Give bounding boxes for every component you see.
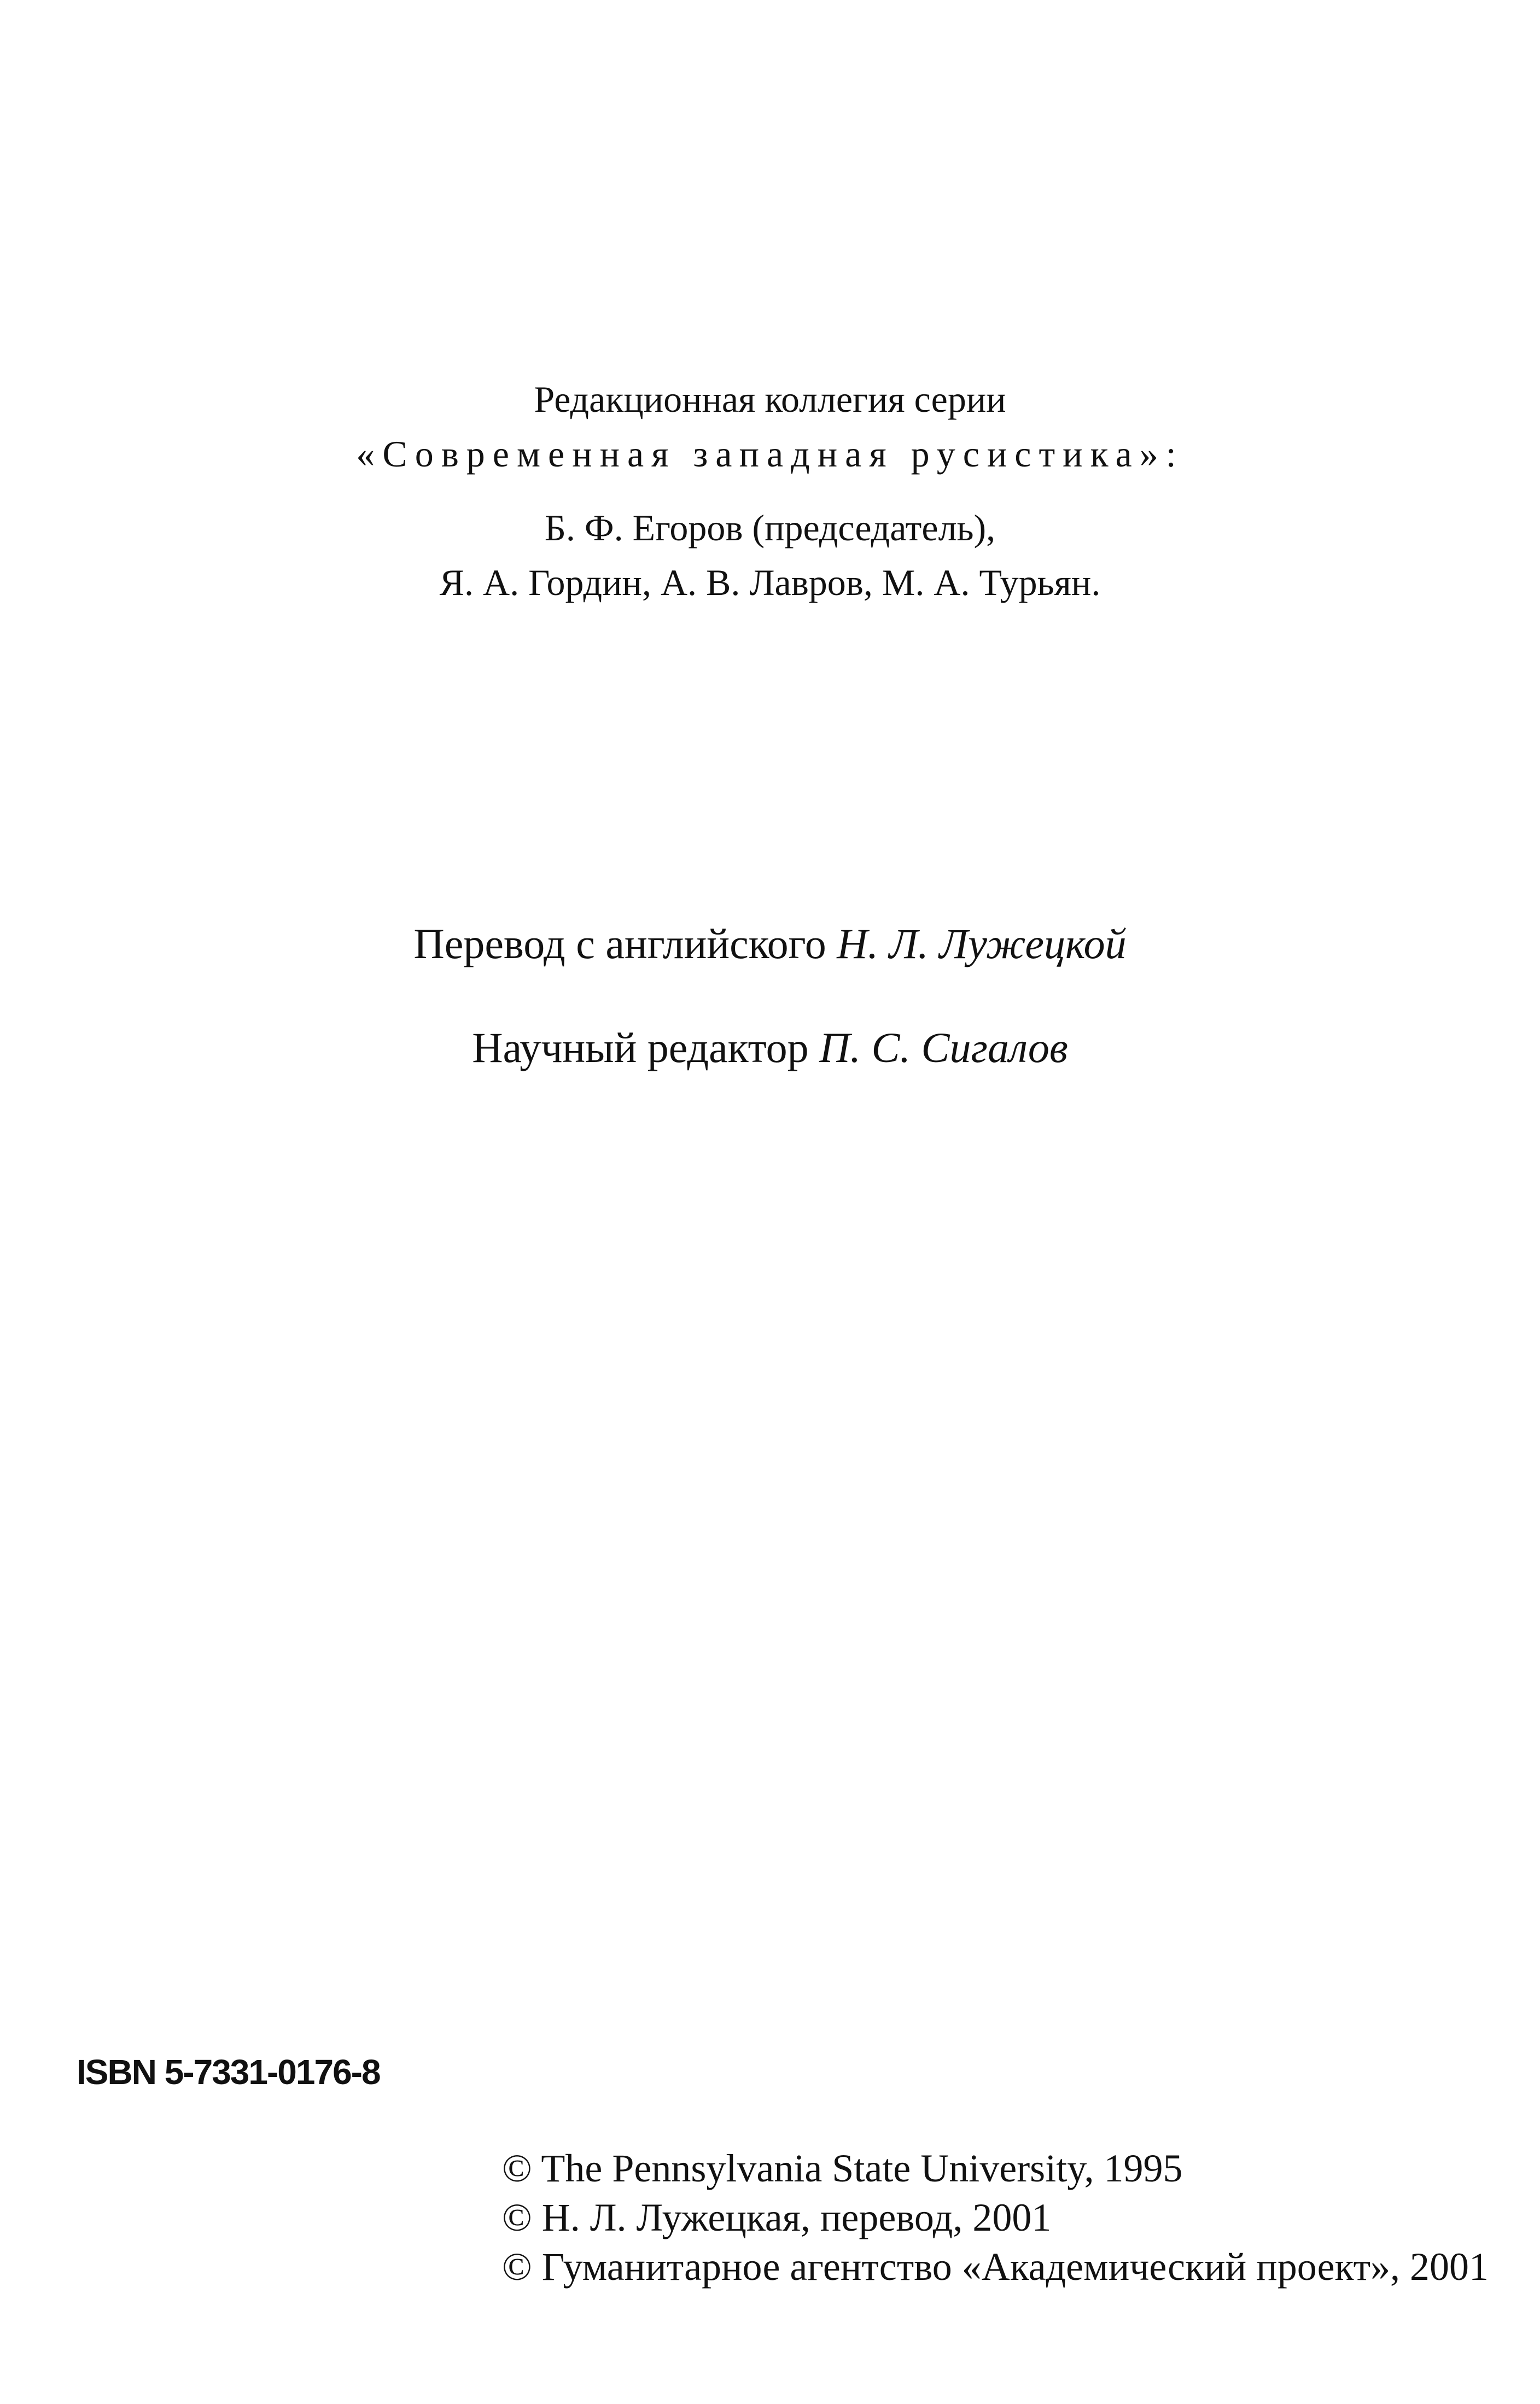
- copyright-line: © Н. Л. Лужецкая, перевод, 2001: [502, 2196, 1052, 2239]
- translation-label: Перевод с английского: [413, 920, 826, 967]
- scientific-editor-label: Научный редактор: [472, 1024, 809, 1071]
- isbn: ISBN 5-7331-0176-8: [77, 2052, 380, 2092]
- series-title: «Современная западная русистика»:: [356, 433, 1184, 475]
- editorial-board-members-line-2: Я. А. Гордин, А. В. Лавров, М. А. Турьян.: [439, 562, 1101, 603]
- editorial-board-block: [0, 372, 1540, 481]
- translator-name: Н. Л. Лужецкой: [837, 920, 1127, 967]
- copyright-line: © Гуманитарное агентство «Академический проект», 2001: [502, 2245, 1489, 2289]
- copyright-notices: [502, 2144, 1489, 2291]
- scientific-editor-name: П. С. Сигалов: [819, 1024, 1068, 1071]
- editorial-board-members: [0, 500, 1540, 610]
- scientific-editor-credit: [0, 1020, 1540, 1075]
- copyright-line: © The Pennsylvania State University, 1995: [502, 2146, 1183, 2190]
- editorial-board-members-line-1: Б. Ф. Егоров (председатель),: [544, 507, 996, 549]
- translation-credit: [0, 917, 1540, 971]
- editorial-board-heading: Редакционная коллегия серии: [534, 378, 1006, 420]
